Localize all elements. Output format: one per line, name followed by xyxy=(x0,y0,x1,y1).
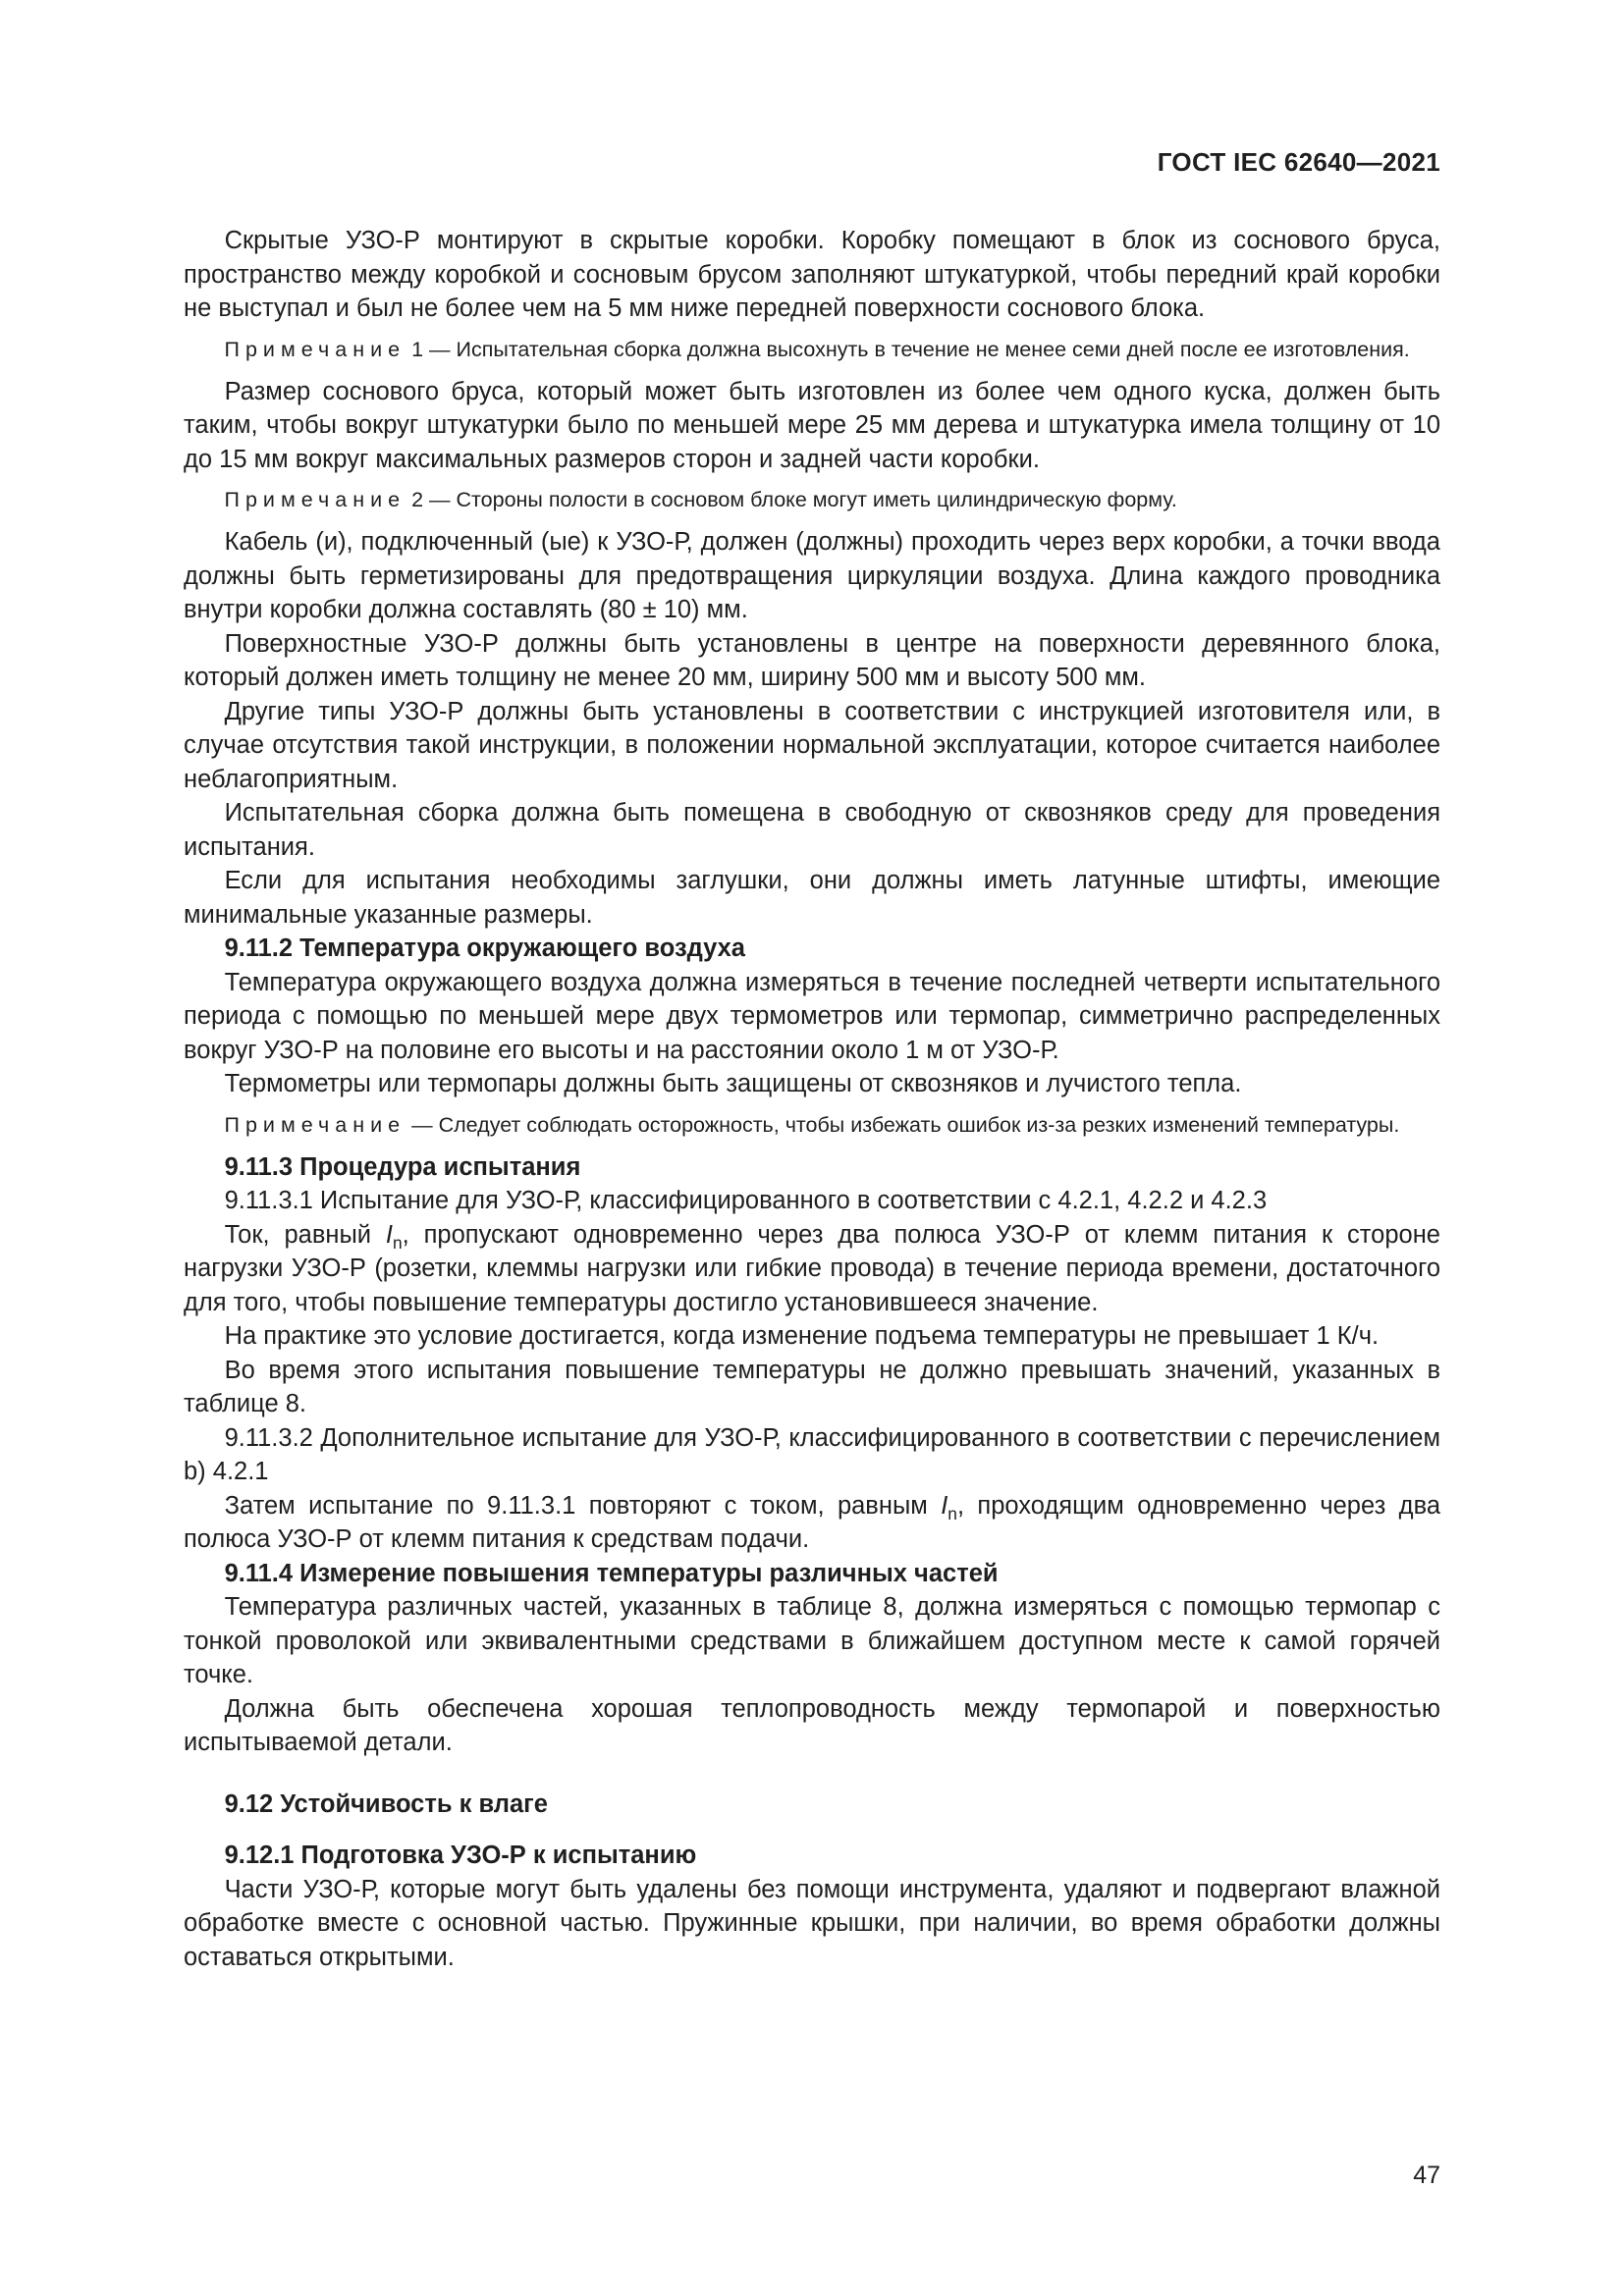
note-3 xyxy=(184,1111,1440,1140)
paragraph: На практике это условие достигается, когда изменение подъема температуры не превышает 1 К/ч. xyxy=(224,1322,1380,1350)
paragraph: Кабель (и), подключенный (ые) к УЗО-Р, должен (должны) проходить через верх коробки, а точки ввода должны быть герметизированы для предотвращения циркуляции воздуха. Длина каждого проводника внутри коробки должна составлять (80 ± 10) мм. xyxy=(184,528,1440,623)
paragraph: Если для испытания необходимы заглушки, они должны иметь латунные штифты, имеющие минимальные указанные размеры. xyxy=(184,867,1440,929)
current-symbol: I xyxy=(385,1220,393,1249)
section-heading-9-11-2: 9.11.2 Температура окружающего воздуха xyxy=(224,934,745,962)
note-1 xyxy=(184,336,1440,364)
note-2 xyxy=(184,486,1440,514)
paragraph: Размер соснового бруса, который может быть изготовлен из более чем одного куска, должен быть таким, чтобы вокруг штукатурки было по меньшей мере 25 мм дерева и штукатурка имела толщину от 10 до 15 мм вокруг максимальных размеров сторон и задней части коробки. xyxy=(184,377,1440,473)
current-symbol: I xyxy=(941,1491,948,1520)
paragraph: 9.11.3.2 Дополнительное испытание для УЗО-Р, классифицированного в соответствии с перечислением b) 4.2.1 xyxy=(184,1423,1440,1485)
paragraph: Испытательная сборка должна быть помещена в свободную от сквозняков среду для проведения испытания. xyxy=(184,799,1440,861)
paragraph: Температура различных частей, указанных в таблице 8, должна измеряться с помощью термопар с тонкой проволокой или эквивалентными средствами в ближайшем доступном месте к самой горячей точке. xyxy=(184,1593,1440,1688)
paragraph: Во время этого испытания повышение температуры не должно превышать значений, указанных в таблице 8. xyxy=(184,1356,1440,1417)
note-label: Примечание xyxy=(224,488,406,511)
paragraph: Другие типы УЗО-Р должны быть установлены в соответствии с инструкцией изготовителя или, в случае отсутствия такой инструкции, в положении нормальной эксплуатации, которое считается наиболее неблагоприятным. xyxy=(184,697,1440,793)
note-text: 2 — Стороны полости в сосновом блоке могут иметь цилиндрическую форму. xyxy=(406,488,1177,511)
section-heading-9-12: 9.12 Устойчивость к влаге xyxy=(224,1789,548,1818)
note-label: Примечание xyxy=(224,337,406,361)
paragraph: Поверхностные УЗО-Р должны быть установлены в центре на поверхности деревянного блока, который должен иметь толщину не менее 20 мм, ширину 500 мм и высоту 500 мм. xyxy=(184,629,1440,691)
paragraph: Должна быть обеспечена хорошая теплопроводность между термопарой и поверхностью испытываемой детали. xyxy=(184,1694,1440,1756)
note-text: — Следует соблюдать осторожность, чтобы избежать ошибок из-за резких изменений температуры. xyxy=(406,1112,1400,1137)
paragraph: Части УЗО-Р, которые могут быть удалены без помощи инструмента, удаляют и подвергают влажной обработке вместе с основной частью. Пружинные крышки, при наличии, во время обработки должны оставаться открытыми. xyxy=(184,1875,1440,1971)
note-text: 1 — Испытательная сборка должна высохнуть в течение не менее семи дней после ее изготовления. xyxy=(406,337,1410,361)
section-heading-9-12-1: 9.12.1 Подготовка УЗО-Р к испытанию xyxy=(224,1842,697,1869)
paragraph: 9.11.3.1 Испытание для УЗО-Р, классифицированного в соответствии с 4.2.1, 4.2.2 и 4.2.3 xyxy=(224,1187,1268,1214)
document-body xyxy=(184,224,1440,1974)
paragraph: Скрытые УЗО-Р монтируют в скрытые коробки. Коробку помещают в блок из соснового бруса, пространство между коробкой и сосновым брусом заполняют штукатуркой, чтобы передний край коробки не выступал и был не более чем на 5 мм ниже передней поверхности соснового блока. xyxy=(184,227,1440,322)
paragraph: Затем испытание по 9.11.3.1 повторяют с током, равным $I_n$, проходящим одновременно через два полюса УЗО-Р от клемм питания к средствам подачи. xyxy=(184,1491,1441,1553)
paragraph: Термометры или термопары должны быть защищены от сквозняков и лучистого тепла. xyxy=(224,1070,1242,1097)
paragraph: Температура окружающего воздуха должна измеряться в течение последней четверти испытательного периода с помощью по меньшей мере двух термометров или термопар, симметрично распределенных вокруг УЗО-Р на половине его высоты и на расстоянии около 1 м от УЗО-Р. xyxy=(184,968,1440,1064)
paragraph: Ток, равный $I_n$, пропускают одновременно через два полюса УЗО-Р от клемм питания к стороне нагрузки УЗО-Р (розетки, клеммы нагрузки или гибкие провода) в течение периода времени, достаточного для того, чтобы повышение температуры достигло установившееся значение. xyxy=(184,1220,1440,1316)
note-label: Примечание xyxy=(224,1112,406,1137)
document-code-header: ГОСТ IEC 62640—2021 xyxy=(1157,147,1440,177)
section-heading-9-11-4: 9.11.4 Измерение повышения температуры различных частей xyxy=(224,1559,999,1587)
section-heading-9-11-3: 9.11.3 Процедура испытания xyxy=(224,1152,581,1181)
current-subscript: n xyxy=(947,1503,957,1523)
current-subscript: n xyxy=(393,1232,403,1253)
page-number: 47 xyxy=(1413,2162,1440,2189)
